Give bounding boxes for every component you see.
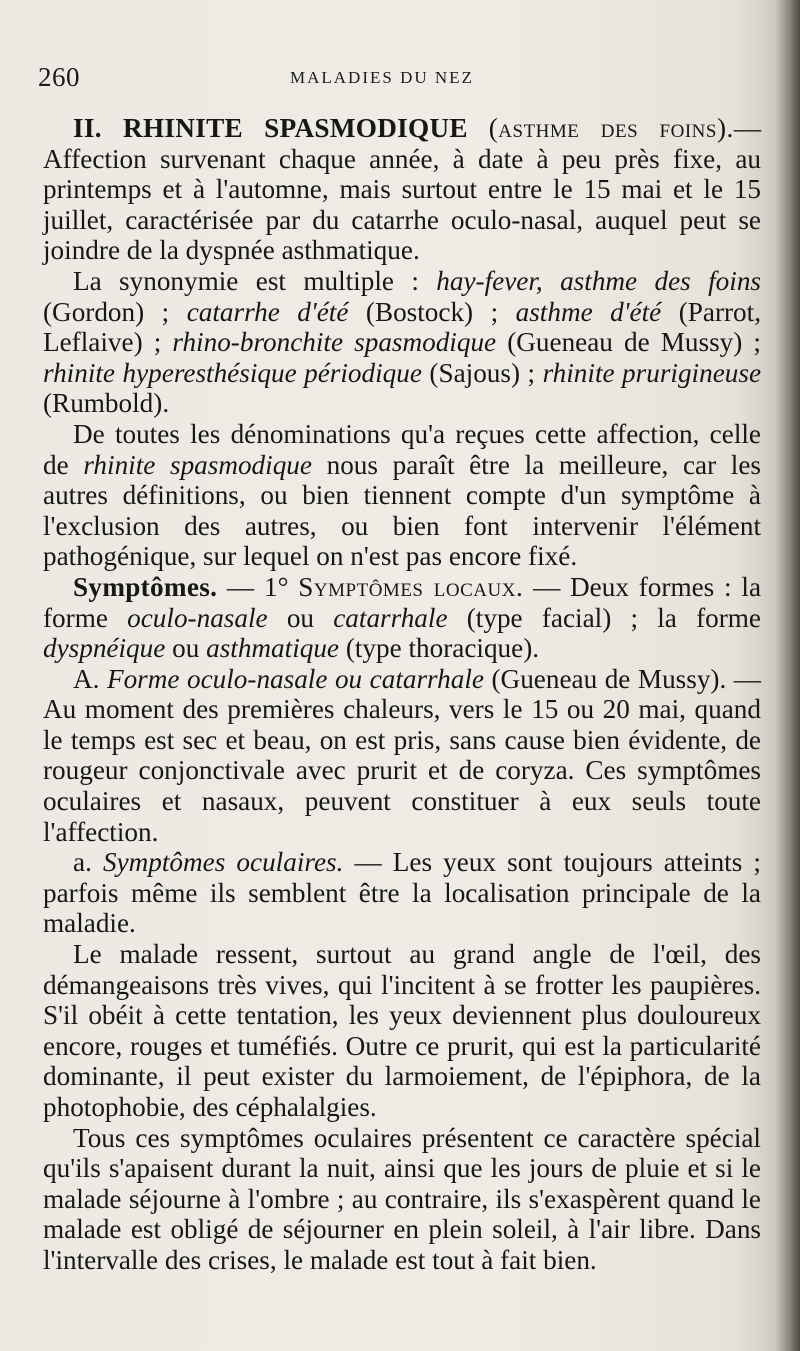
text-run: (Sajous) ;	[421, 357, 543, 388]
text-run: (type thoracique).	[339, 633, 540, 664]
text-run: De toutes les dénominations qu'a reçues cette affection, celle de	[43, 418, 761, 480]
italic-term: oculo-nasale	[127, 602, 268, 633]
text-run: ou	[267, 602, 334, 633]
text-run: — 1°	[217, 571, 299, 602]
page-number: 260	[38, 62, 80, 92]
italic-term: rhinite prurigineuse	[542, 357, 762, 388]
italic-term: rhinite spasmodique	[83, 449, 312, 480]
paragraph-malade-ressent: Le malade ressent, surtout au grand angle de l'œil, des démangeaisons très vives, qui l'incitent à se frotter les paupières. S'il obéit à cette tentation, les yeux deviennent plus douloureux encore, rouges et tuméfiés. Outre ce prurit, qui est la particularité dominante, il peut exister du larmoiement, de l'épiphora, de la photophobie, des céphalalgies.	[43, 939, 761, 1122]
text-run: (Rumbold).	[43, 388, 170, 419]
text-run: (Bostock) ;	[348, 296, 516, 327]
italic-term: dyspnéique	[43, 633, 166, 664]
text-run: (type facial) ; la forme	[447, 602, 762, 633]
text-run: — Les yeux sont toujours atteints ; parfois même ils semblent être la localisation principale de la maladie.	[43, 847, 761, 939]
symptomes-locaux-heading: Symptômes locaux.	[298, 571, 524, 602]
italic-term: Symptômes oculaires.	[102, 847, 344, 878]
italic-term: asthmatique	[206, 633, 340, 664]
italic-term: rhino-bronchite spasmodique	[172, 327, 497, 358]
text-run: (Parrot, Leflaive) ;	[43, 296, 762, 358]
paragraph-symptomes-oculaires	[43, 847, 761, 939]
text-run: (Gordon) ;	[43, 296, 187, 327]
section-title: II. RHINITE SPASMODIQUE	[73, 113, 468, 143]
text-run: La synonymie est multiple :	[73, 265, 437, 296]
italic-term: hay-fever, asthme des foins	[436, 265, 761, 296]
italic-term: rhinite hyperesthésique périodique	[43, 357, 422, 388]
page-gutter-shadow	[774, 0, 800, 1351]
text-run: (Gueneau de Mussy). — Au moment des premières chaleurs, vers le 15 ou 20 mai, quand le temps est sec et beau, on est pris, sans cause bien évidente, de rougeur conjonctivale avec prurit et de coryza. Ces symptômes oculaires et nasaux, peuvent constituer à eux seuls toute l'affection.	[43, 663, 761, 847]
running-head: MALADIES DU NEZ	[290, 68, 474, 87]
paragraph-caractere-special: Tous ces symptômes oculaires présentent ce caractère spécial qu'ils s'apaisent durant la nuit, ainsi que les jours de pluie et si le malade séjourne à l'ombre ; au contraire, ils s'exaspèrent quand le malade est obligé de séjourner en plein soleil, à l'air libre. Dans l'intervalle des crises, le malade est tout à fait bien.	[43, 1122, 761, 1275]
page-body	[43, 113, 761, 1276]
paragraph-forme-oculo-nasale	[43, 664, 761, 848]
italic-term: catarrhe d'été	[186, 296, 349, 327]
paragraph-synonymie	[43, 266, 761, 419]
paragraph-text: — Affection survenant chaque année, à date à peu près fixe, au printemps et à l'automne, mais surtout entre le 15 mai et le 15 juillet, caractérisée par du catarrhe oculo-nasal, auquel peut se joindre de la dyspnée asthmatique.	[43, 113, 761, 266]
paragraph-rhinite-spasmodique	[43, 113, 761, 266]
section-subtitle: (asthme des foins).	[488, 113, 734, 143]
paragraph-symptomes	[43, 572, 761, 664]
text-run: nous paraît être la meilleure, car les autres définitions, ou bien tiennent compte d'un symptôme à l'exclusion des autres, ou bien font intervenir l'élément pathogénique, sur lequel on n'est pas encore fixé.	[43, 449, 761, 572]
text-run: ou	[165, 633, 207, 664]
italic-term: Forme oculo-nasale ou catarrhale	[106, 663, 484, 694]
italic-term: catarrhale	[333, 602, 448, 633]
text-run: A.	[73, 663, 107, 694]
text-run: (Gueneau de Mussy) ;	[496, 327, 761, 358]
italic-term: asthme d'été	[515, 296, 662, 327]
text-run: a.	[73, 847, 103, 878]
text-run: — Deux formes : la forme	[43, 571, 762, 633]
page-header	[38, 62, 778, 94]
paragraph-denominations	[43, 419, 761, 572]
symptomes-heading: Symptômes.	[73, 571, 218, 602]
